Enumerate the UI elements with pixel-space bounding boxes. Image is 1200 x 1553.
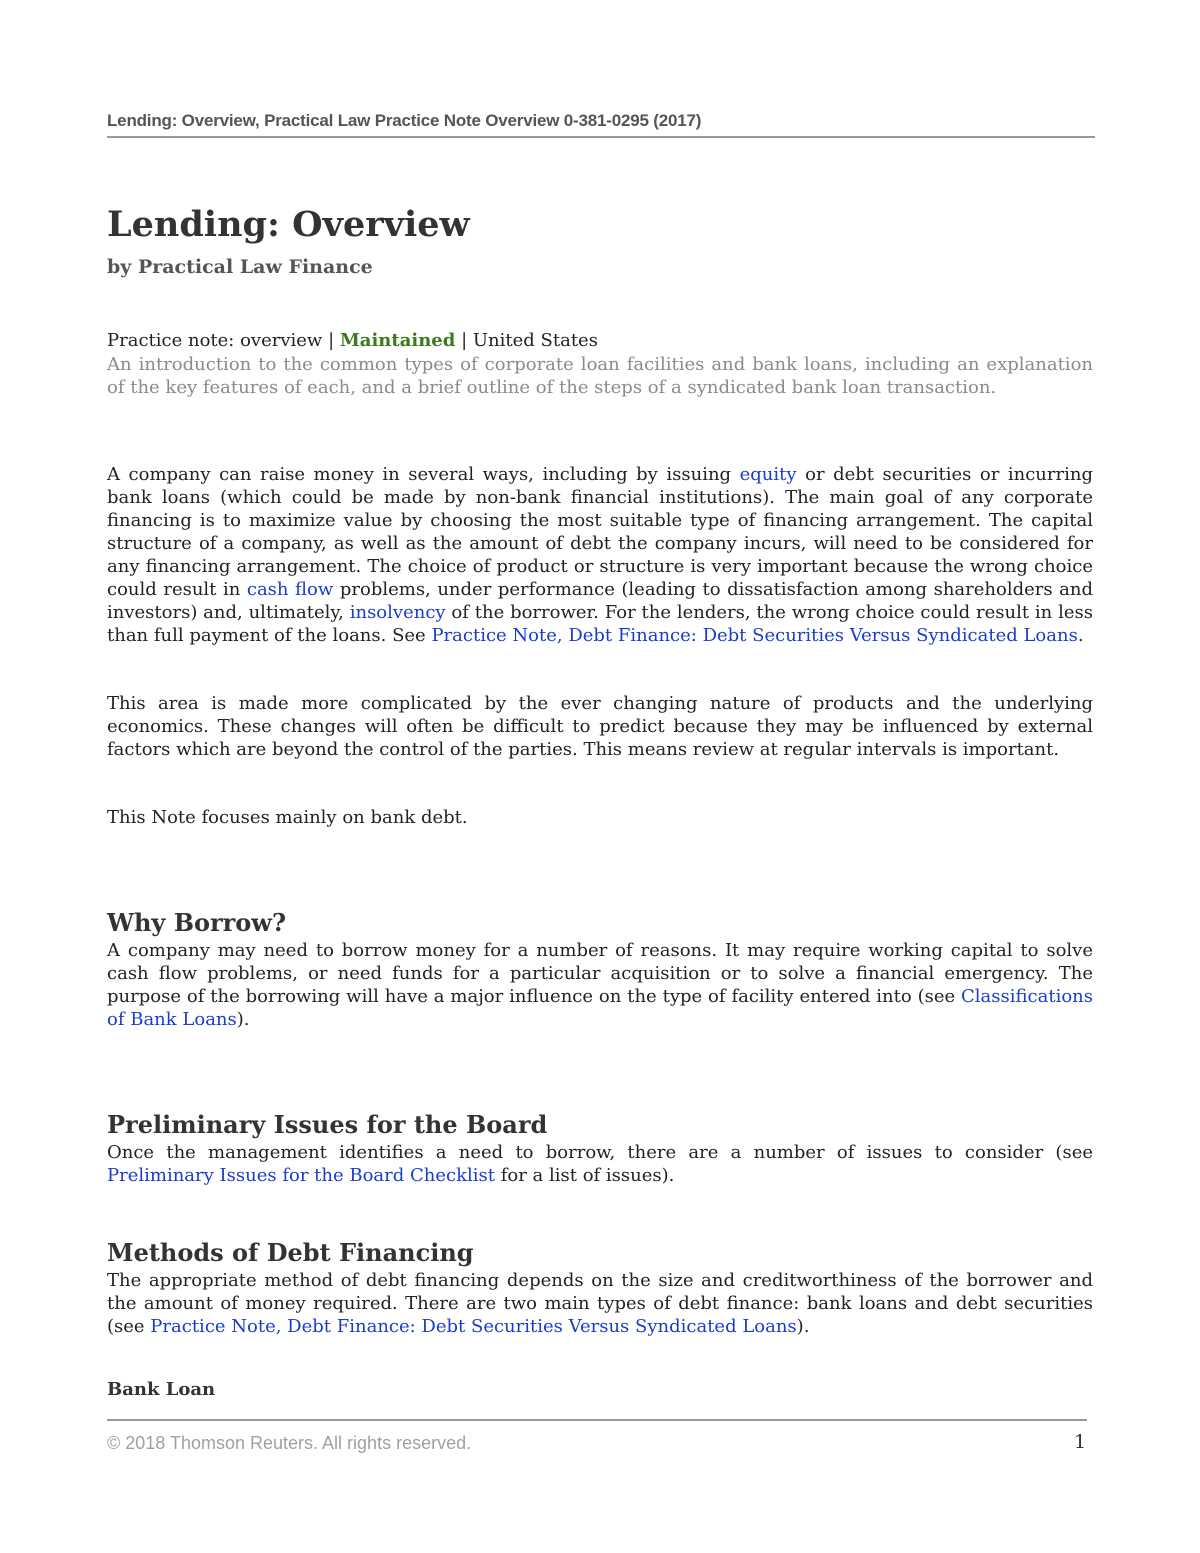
link-equity[interactable]: equity: [739, 464, 797, 485]
header-divider: [107, 136, 1095, 138]
footer-divider: [107, 1419, 1087, 1421]
document-meta-line: [107, 330, 598, 351]
preliminary-issues-paragraph: Once the management identifies a need to borrow, there are a number of issues to consider (see Preliminary Issues for the Board Checklist for a list of issues).: [107, 1142, 1093, 1186]
section-heading-preliminary-issues: Preliminary Issues for the Board: [107, 1110, 548, 1139]
link-debt-securities-vs-syndicated-loans[interactable]: Practice Note, Debt Finance: Debt Securities Versus Syndicated Loans: [431, 625, 1078, 646]
document-title: Lending: Overview: [107, 204, 470, 245]
page-number: 1: [1074, 1431, 1087, 1453]
footer-copyright: © 2018 Thomson Reuters. All rights reserved.: [107, 1433, 472, 1453]
meta-separator: |: [328, 330, 335, 351]
why-borrow-paragraph: A company may need to borrow money for a number of reasons. It may require working capital to solve cash flow problems, or need funds for a particular acquisition or to solve a financial emergency. The purpose of the borrowing will have a major influence on the type of facility entered into (see Classifications of Bank Loans).: [107, 940, 1093, 1030]
link-preliminary-issues-checklist[interactable]: Preliminary Issues for the Board Checklist: [107, 1165, 495, 1186]
section-heading-methods-of-debt-financing: Methods of Debt Financing: [107, 1238, 474, 1267]
intro-paragraph-2: This area is made more complicated by the ever changing nature of products and the underlying economics. These changes will often be difficult to predict because they may be influenced by external factors which are beyond the control of the parties. This means review at regular intervals is important.: [107, 693, 1093, 760]
link-insolvency[interactable]: insolvency: [349, 602, 446, 623]
intro-paragraph-1: A company can raise money in several ways, including by issuing equity or debt securities or incurring bank loans (which could be made by non-bank financial institutions). The main goal of any corporate financing is to maximize value by choosing the most suitable type of financing arrangement. The capital structure of a company, as well as the amount of debt the company incurs, will need to be considered for any financing arrangement. The choice of product or structure is very important because the wrong choice could result in cash flow problems, under performance (leading to dissatisfaction among shareholders and investors) and, ultimately, insolvency of the borrower. For the lenders, the wrong choice could result in less than full payment of the loans. See Practice Note, Debt Finance: Debt Securities Versus Syndicated Loans.: [107, 464, 1093, 646]
meta-jurisdiction: United States: [472, 330, 598, 351]
running-header: Lending: Overview, Practical Law Practice Note Overview 0-381-0295 (2017): [107, 111, 702, 130]
link-cash-flow[interactable]: cash flow: [246, 579, 334, 600]
methods-paragraph: The appropriate method of debt financing depends on the size and creditworthiness of the borrower and the amount of money required. There are two main types of debt finance: bank loans and debt securities (see Practice Note, Debt Finance: Debt Securities Versus Syndicated Loans).: [107, 1270, 1093, 1337]
link-classifications-of-bank-loans[interactable]: Classifications of Bank Loans: [107, 986, 1093, 1030]
subsection-heading-bank-loan: Bank Loan: [107, 1379, 216, 1400]
section-heading-why-borrow: Why Borrow?: [107, 908, 287, 937]
intro-paragraph-3: This Note focuses mainly on bank debt.: [107, 807, 468, 828]
document-abstract: An introduction to the common types of corporate loan facilities and bank loans, including an explanation of the key features of each, and a brief outline of the steps of a syndicated bank loan transaction.: [107, 354, 1093, 398]
meta-status: Maintained: [339, 330, 456, 351]
meta-separator: |: [461, 330, 468, 351]
document-byline: by Practical Law Finance: [107, 256, 373, 278]
link-debt-securities-vs-syndicated-loans[interactable]: Practice Note, Debt Finance: Debt Securities Versus Syndicated Loans: [150, 1316, 797, 1337]
meta-type: Practice note: overview: [107, 330, 323, 351]
